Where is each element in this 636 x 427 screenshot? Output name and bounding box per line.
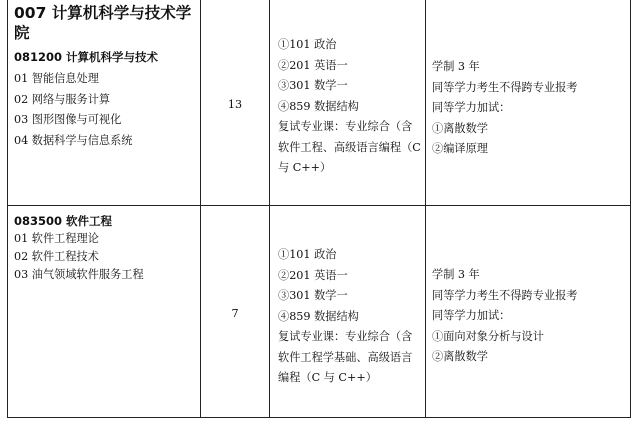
remark-line: 同等学力考生不得跨专业报考: [432, 288, 578, 302]
table-row: [14, 3, 197, 151]
research-direction: 02 网络与服务计算: [14, 92, 111, 106]
remarks: [432, 265, 577, 368]
exam-subject: ②201 英语一: [278, 58, 348, 72]
research-direction: 02 软件工程技术: [14, 250, 99, 263]
exam-subject: ④859 数据结构: [278, 309, 359, 323]
major-title: 083500 软件工程: [14, 214, 113, 228]
exam-subject: 复试专业课：专业综合（含: [278, 330, 413, 343]
table-border-left: [7, 0, 8, 418]
column-divider-1: [200, 0, 201, 418]
column-divider-3: [425, 0, 426, 418]
remark-line: ①面向对象分析与设计: [432, 329, 544, 343]
enrollment-count: 13: [227, 98, 243, 111]
remark-line: 同等学力加试：: [432, 101, 511, 114]
exam-subject: 复试专业课：专业综合（含: [278, 120, 413, 133]
remark-line: ②编译原理: [432, 142, 488, 155]
remarks: [432, 57, 577, 160]
exam-subject: ①101 政治: [278, 248, 337, 261]
department-title: 007 计算机科学与技术学院: [14, 4, 192, 42]
table-border-bottom: [7, 417, 631, 418]
remark-line: ①离散数学: [432, 121, 488, 135]
exam-subject: ④859 数据结构: [278, 99, 359, 113]
research-direction: 01 软件工程理论: [14, 232, 99, 245]
research-direction: 03 油气领域软件服务工程: [14, 268, 144, 281]
column-divider-2: [269, 0, 270, 418]
row-divider: [7, 205, 631, 206]
enrollment-count: 7: [231, 307, 239, 320]
research-direction: 01 智能信息处理: [14, 72, 99, 85]
exam-subject: ②201 英语一: [278, 268, 348, 282]
exam-subject: ③301 数学一: [278, 289, 348, 302]
table-border-right: [630, 0, 631, 418]
major-title: 081200 计算机科学与技术: [14, 50, 159, 64]
exam-subject: 软件工程学基础、高级语言: [278, 350, 413, 364]
table-row: [14, 213, 197, 284]
exam-subjects: [278, 35, 421, 179]
remark-line: 同等学力考生不得跨专业报考: [432, 80, 578, 94]
exam-subject: 编程（C 与 C++）: [278, 371, 377, 384]
remark-line: 学制 3 年: [432, 60, 480, 73]
remark-line: 学制 3 年: [432, 268, 480, 281]
exam-subject: ①101 政治: [278, 38, 337, 51]
research-direction: 03 图形图像与可视化: [14, 113, 122, 126]
research-direction: 04 数据科学与信息系统: [14, 133, 133, 147]
exam-subject: 与 C++）: [278, 161, 332, 174]
remark-line: ②离散数学: [432, 350, 488, 363]
exam-subject: 软件工程、高级语言编程（C: [278, 140, 421, 154]
exam-subject: ③301 数学一: [278, 79, 348, 92]
exam-subjects: [278, 245, 412, 389]
remark-line: 同等学力加试：: [432, 309, 511, 322]
